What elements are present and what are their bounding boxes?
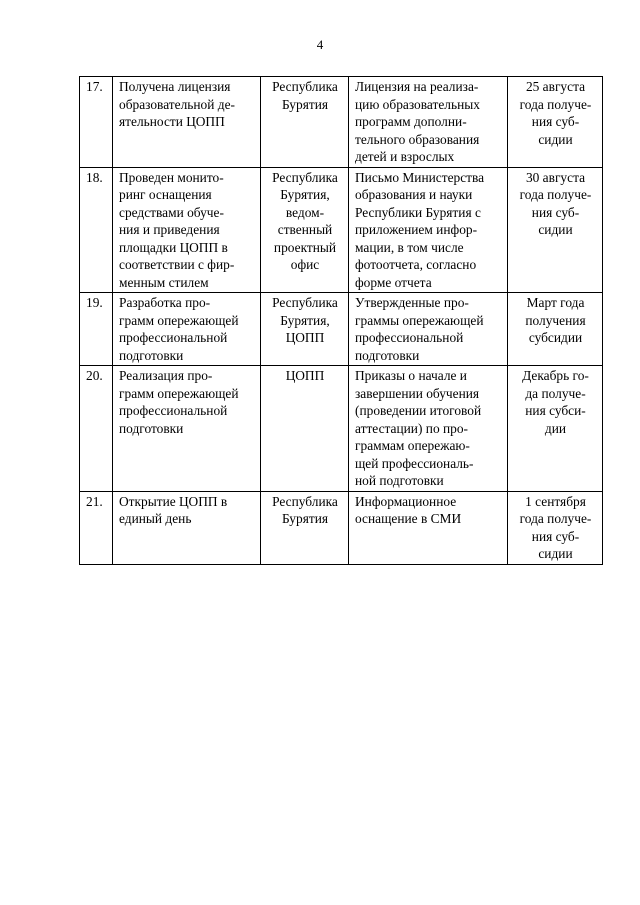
responsible-cell-line: офис	[290, 257, 320, 272]
responsible-cell-line: ственный	[277, 222, 333, 237]
result-cell-line: детей и взрослых	[355, 149, 455, 164]
deadline-cell-line: да получе-	[525, 385, 586, 401]
responsible-cell-line: Республика	[272, 295, 338, 310]
result-cell-line: фотоотчета, согласно	[355, 257, 477, 272]
result-cell-line: оснащение в СМИ	[355, 511, 462, 526]
event-cell	[113, 293, 261, 366]
deadline-cell-line: года получе-	[519, 511, 592, 526]
result-cell	[349, 293, 508, 366]
event-cell	[113, 491, 261, 564]
deadline-cell-line: субсидии	[528, 330, 583, 345]
result-cell-line: Информационное	[355, 493, 457, 509]
event-cell-line: подготовки	[119, 420, 184, 436]
deadline-cell-line: получения	[525, 312, 586, 328]
result-cell-line: приложением инфор-	[355, 222, 478, 237]
responsible-cell-line: Бурятия	[281, 96, 329, 112]
event-cell-line: ния и приведения	[119, 222, 220, 237]
row-number-cell: 17.	[80, 77, 113, 168]
deadline-cell-line: 30 августа	[525, 169, 586, 185]
result-cell-line: профессиональной	[355, 330, 464, 345]
table-row	[80, 167, 603, 293]
event-cell-line: единый день	[119, 511, 192, 526]
table-row	[80, 293, 603, 366]
event-cell-line: Реализация про-	[119, 368, 213, 383]
event-cell-line: ринг оснащения	[119, 187, 212, 202]
responsible-cell	[261, 491, 349, 564]
deadline-cell-line: года получе-	[519, 96, 592, 112]
row-number-cell: 19.	[80, 293, 113, 366]
row-number-cell: 21.	[80, 491, 113, 564]
responsible-cell	[261, 77, 349, 168]
event-cell-line: подготовки	[119, 347, 184, 363]
deadline-cell-line: 25 августа	[525, 79, 586, 94]
responsible-cell-line: ЦОПП	[285, 330, 325, 345]
event-cell-line: средствами обуче-	[119, 204, 224, 220]
result-cell-line: форме отчета	[355, 274, 432, 290]
result-cell-line: завершении обучения	[355, 385, 480, 401]
responsible-cell-line: Бурятия,	[280, 312, 330, 328]
table-row	[80, 366, 603, 492]
result-cell-line: граммам опережаю-	[355, 438, 470, 453]
result-cell-line: граммы опережающей	[355, 312, 484, 328]
result-cell-line: программ дополни-	[355, 114, 467, 129]
deadline-cell-line: ния суб-	[531, 528, 580, 544]
event-cell-line: грамм опережающей	[119, 312, 239, 328]
responsible-cell-line: проектный	[273, 239, 337, 255]
event-cell-line: Получена лицензия	[119, 79, 231, 94]
result-cell-line: щей профессиональ-	[355, 455, 474, 471]
result-cell-line: Республики Бурятия с	[355, 204, 481, 220]
responsible-cell-line: ЦОПП	[285, 368, 325, 383]
result-cell	[349, 491, 508, 564]
event-cell-line: менным стилем	[119, 274, 209, 290]
event-cell-line: площадки ЦОПП в	[119, 239, 228, 255]
result-cell	[349, 167, 508, 293]
event-cell-line: соответствии с фир-	[119, 257, 235, 272]
event-plan-table	[79, 76, 603, 565]
row-number-cell: 18.	[80, 167, 113, 293]
responsible-cell	[261, 366, 349, 492]
event-cell-line: профессиональной	[119, 330, 228, 345]
result-cell-line: ной подготовки	[355, 473, 444, 488]
deadline-cell	[508, 77, 603, 168]
result-cell-line: аттестации) по про-	[355, 420, 469, 436]
responsible-cell	[261, 293, 349, 366]
deadline-cell-line: года получе-	[519, 187, 592, 202]
result-cell-line: Письмо Министерства	[355, 169, 485, 185]
event-cell-line: Разработка про-	[119, 295, 211, 310]
event-cell	[113, 366, 261, 492]
deadline-cell	[508, 366, 603, 492]
event-cell-line: Открытие ЦОПП в	[119, 493, 228, 509]
deadline-cell-line: сидии	[538, 546, 573, 561]
deadline-cell-line: сидии	[538, 222, 573, 237]
page-number: 4	[316, 37, 324, 52]
event-cell-line: Проведен монито-	[119, 169, 224, 185]
responsible-cell-line: Республика	[272, 493, 338, 509]
event-cell-line: профессиональной	[119, 403, 228, 418]
responsible-cell-line: Республика	[272, 79, 338, 94]
deadline-cell-line: ния суб-	[531, 114, 580, 129]
result-cell-line: Лицензия на реализа-	[355, 79, 479, 94]
deadline-cell-line: ния суб-	[531, 204, 580, 220]
result-cell-line: подготовки	[355, 347, 420, 363]
event-plan-table-body	[80, 77, 603, 565]
event-cell-line: образовательной де-	[119, 96, 235, 112]
deadline-cell	[508, 491, 603, 564]
deadline-cell-line: Март года	[526, 295, 585, 310]
responsible-cell-line: Республика	[272, 169, 338, 185]
event-cell-line: грамм опережающей	[119, 385, 239, 401]
result-cell-line: мации, в том числе	[355, 239, 464, 255]
result-cell	[349, 77, 508, 168]
responsible-cell	[261, 167, 349, 293]
deadline-cell-line: 1 сентября	[525, 493, 586, 509]
event-cell	[113, 77, 261, 168]
result-cell	[349, 366, 508, 492]
deadline-cell-line: сидии	[538, 131, 573, 147]
result-cell-line: цию образовательных	[355, 96, 480, 112]
responsible-cell-line: Бурятия,	[280, 187, 330, 202]
deadline-cell	[508, 167, 603, 293]
result-cell-line: тельного образования	[355, 131, 480, 147]
responsible-cell-line: Бурятия	[281, 511, 329, 526]
deadline-cell-line: дии	[544, 420, 567, 436]
row-number-cell: 20.	[80, 366, 113, 492]
deadline-cell	[508, 293, 603, 366]
result-cell-line: Приказы о начале и	[355, 368, 467, 383]
deadline-cell-line: Декабрь го-	[522, 368, 589, 383]
table-row	[80, 77, 603, 168]
result-cell-line: образования и науки	[355, 187, 473, 202]
result-cell-line: Утвержденные про-	[355, 295, 469, 310]
deadline-cell-line: ния субси-	[525, 403, 586, 418]
event-cell-line: ятельности ЦОПП	[119, 114, 225, 129]
event-cell	[113, 167, 261, 293]
responsible-cell-line: ведом-	[285, 204, 325, 220]
result-cell-line: (проведении итоговой	[355, 403, 482, 418]
table-row	[80, 491, 603, 564]
